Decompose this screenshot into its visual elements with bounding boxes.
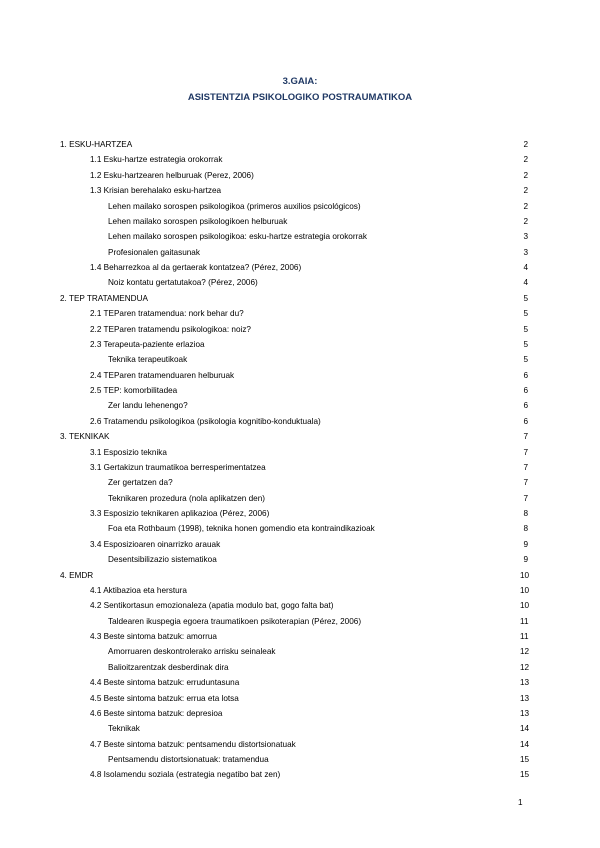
toc-entry-title: Zer landu lehenengo? [108,401,188,411]
toc-entry-title: 1.1 Esku-hartze estrategia orokorrak [90,155,223,165]
toc-entry-page: 2 [523,201,528,211]
toc-entry-title: 4. EMDR [60,570,94,580]
toc-entry-title: 3.1 Gertakizun traumatikoa berresperimentatzea [90,462,266,472]
toc-entry-title: 1. ESKU-HARTZEA [60,140,133,149]
toc-entry[interactable] [0,214,600,229]
toc-entry-page: 13 [520,678,530,688]
toc-entry-title: 4.7 Beste sintoma batzuk: pentsamendu distortsionatuak [90,739,296,749]
toc-entry-title: Desentsibilizazio sistematikoa [108,555,217,565]
toc-entry-title: 4.5 Beste sintoma batzuk: errua eta lotsa [90,693,239,703]
toc-entry-page: 13 [520,708,530,718]
toc-entry[interactable] [0,660,600,675]
toc-entry-page: 13 [520,693,530,703]
toc-entry[interactable] [0,414,600,429]
toc-entry-page: 3 [523,232,528,242]
document-title-line1: 3.GAIA: [282,76,318,87]
toc-entry-page: 2 [523,170,528,180]
toc-entry-title: 1.4 Beharrezkoa al da gertaerak kontatzea? (Pérez, 2006) [90,263,302,272]
toc-entry-page: 8 [523,509,528,518]
toc-entry[interactable] [0,491,600,506]
toc-entry-page: 11 [520,632,529,641]
toc-entry-page: 4 [523,278,528,288]
toc-entry-page: 9 [523,555,528,565]
toc-entry-title: 2.4 TEParen tratamenduaren helburuak [90,370,235,380]
toc-entry-page: 15 [520,770,530,780]
toc-entry[interactable] [0,675,600,690]
toc-entry-title: 3.1 Esposizio teknika [90,447,167,457]
toc-entry[interactable] [0,767,600,782]
toc-entry-title: Pentsamendu distortsionatuak: tratamendua [108,755,269,764]
toc-entry[interactable] [0,199,600,214]
toc-entry-page: 2 [523,155,528,165]
toc-entry-title: Profesionalen gaitasunak [108,247,200,257]
toc-entry-title: 4.4 Beste sintoma batzuk: erruduntasuna [90,678,240,688]
page-number: 1 [518,798,523,807]
toc-entry-title: Foa eta Rothbaum (1998), teknika honen gomendio eta kontraindikazioak [108,524,375,534]
toc-entry-page: 10 [520,585,530,595]
toc-entry-title: Teknikak [108,724,140,734]
toc-entry-title: 3.3 Esposizio teknikaren aplikazioa (Pérez, 2006) [90,509,270,518]
toc-entry-title: 2.6 Tratamendu psikologikoa (psikologia kognitibo-konduktuala) [90,416,321,426]
toc-entry[interactable] [0,368,600,383]
toc-entry-title: Lehen mailako sorospen psikologikoen helburuak [108,216,288,226]
toc-entry[interactable] [0,552,600,567]
toc-entry-page: 6 [523,401,528,411]
toc-entry-title: Taldearen ikuspegia egoera traumatikoen psikoterapian (Pérez, 2006) [108,616,362,626]
toc-entry-title: 3. TEKNIKAK [60,432,110,442]
toc-entry[interactable] [0,245,600,260]
toc-entry-page: 5 [523,355,528,365]
toc-entry-page: 11 [520,616,529,626]
toc-entry-page: 7 [523,447,528,457]
toc-entry[interactable] [0,260,600,275]
toc-entry-page: 2 [523,186,528,196]
toc-entry[interactable] [0,568,600,583]
toc-entry-title: 4.1 Aktibazioa eta herstura [90,585,187,595]
toc-entry-page: 7 [523,478,528,488]
toc-entry-title: 1.3 Krisian berehalako esku-hartzea [90,186,222,196]
toc-entry-page: 2 [523,216,528,226]
toc-entry[interactable] [0,614,600,629]
toc-entry-title: Zer gertatzen da? [108,478,173,488]
toc-entry-page: 12 [520,662,530,672]
toc-entry[interactable] [0,337,600,352]
toc-entry-page: 9 [523,539,528,549]
toc-entry[interactable] [0,168,600,183]
toc-entry-page: 10 [520,570,530,580]
toc-entry-page: 6 [523,386,528,395]
table-of-contents [0,137,600,783]
toc-entry-title: 4.3 Beste sintoma batzuk: amorrua [90,632,217,641]
toc-entry-title: 2.2 TEParen tratamendu psikologikoa: noiz? [90,324,251,334]
toc-entry-page: 6 [523,370,528,380]
toc-entry[interactable] [0,644,600,659]
toc-entry[interactable] [0,383,600,398]
toc-entry[interactable] [0,445,600,460]
toc-entry-title: 3.4 Esposizioaren oinarrizko arauak [90,539,221,549]
toc-entry-title: 2. TEP TRATAMENDUA [60,293,148,303]
toc-entry-page: 15 [520,755,530,764]
toc-entry[interactable] [0,752,600,767]
toc-entry[interactable] [0,583,600,598]
toc-entry-title: 4.8 Isolamendu soziala (estrategia negatibo bat zen) [90,770,281,780]
toc-entry-page: 5 [523,293,528,303]
document-title-line2: ASISTENTZIA PSIKOLOGIKO POSTRAUMATIKOA [187,92,413,103]
toc-entry-title: 4.6 Beste sintoma batzuk: depresioa [90,708,223,718]
toc-entry-page: 8 [523,524,528,534]
toc-entry-title: Teknikaren prozedura (nola aplikatzen den) [108,493,266,503]
toc-entry[interactable] [0,691,600,706]
toc-entry-page: 7 [523,493,528,503]
toc-entry[interactable] [0,721,600,736]
toc-entry-title: 2.5 TEP: komorbilitadea [90,386,178,395]
toc-entry[interactable] [0,706,600,721]
toc-entry-title: 2.1 TEParen tratamendua: nork behar du? [90,309,244,319]
toc-entry[interactable] [0,137,600,152]
toc-entry-page: 2 [523,140,528,149]
toc-entry[interactable] [0,506,600,521]
toc-entry[interactable] [0,629,600,644]
toc-entry[interactable] [0,322,600,337]
toc-entry-page: 3 [523,247,528,257]
toc-entry-title: 4.2 Sentikortasun emozionaleza (apatia modulo bat, gogo falta bat) [90,601,334,611]
toc-entry[interactable] [0,598,600,613]
toc-entry[interactable] [0,737,600,752]
toc-entry-page: 4 [523,263,528,272]
toc-entry[interactable] [0,352,600,367]
toc-entry[interactable] [0,229,600,244]
toc-entry-page: 7 [523,432,528,442]
toc-entry-title: 1.2 Esku-hartzearen helburuak (Perez, 2006) [90,170,254,180]
toc-entry[interactable] [0,275,600,290]
toc-entry[interactable] [0,475,600,490]
toc-entry[interactable] [0,291,600,306]
toc-entry-page: 5 [523,339,528,349]
toc-entry-title: Noiz kontatu gertatutakoa? (Pérez, 2006) [108,278,258,288]
toc-entry[interactable] [0,537,600,552]
toc-entry-title: Balioitzarentzak desberdinak dira [108,662,229,672]
toc-entry-page: 5 [523,324,528,334]
toc-entry-title: 2.3 Terapeuta-paziente erlazioa [90,339,205,349]
toc-entry[interactable] [0,183,600,198]
toc-entry-title: Lehen mailako sorospen psikologikoa (primeros auxilios psicológicos) [108,201,361,211]
toc-entry-page: 14 [520,724,530,734]
toc-entry-page: 7 [523,462,528,472]
toc-entry-page: 14 [520,739,530,749]
toc-entry-title: Teknika terapeutikoak [108,355,188,365]
toc-entry[interactable] [0,460,600,475]
toc-entry-title: Lehen mailako sorospen psikologikoa: esku-hartze estrategia orokorrak [108,232,367,242]
toc-entry-page: 10 [520,601,530,611]
toc-entry[interactable] [0,152,600,167]
toc-entry[interactable] [0,429,600,444]
toc-entry-page: 5 [523,309,528,319]
toc-entry-title: Amorruaren deskontrolerako arrisku seinaleak [108,647,276,657]
toc-entry[interactable] [0,306,600,321]
toc-entry[interactable] [0,521,600,536]
toc-entry-page: 6 [523,416,528,426]
toc-entry[interactable] [0,398,600,413]
toc-entry-page: 12 [520,647,530,657]
